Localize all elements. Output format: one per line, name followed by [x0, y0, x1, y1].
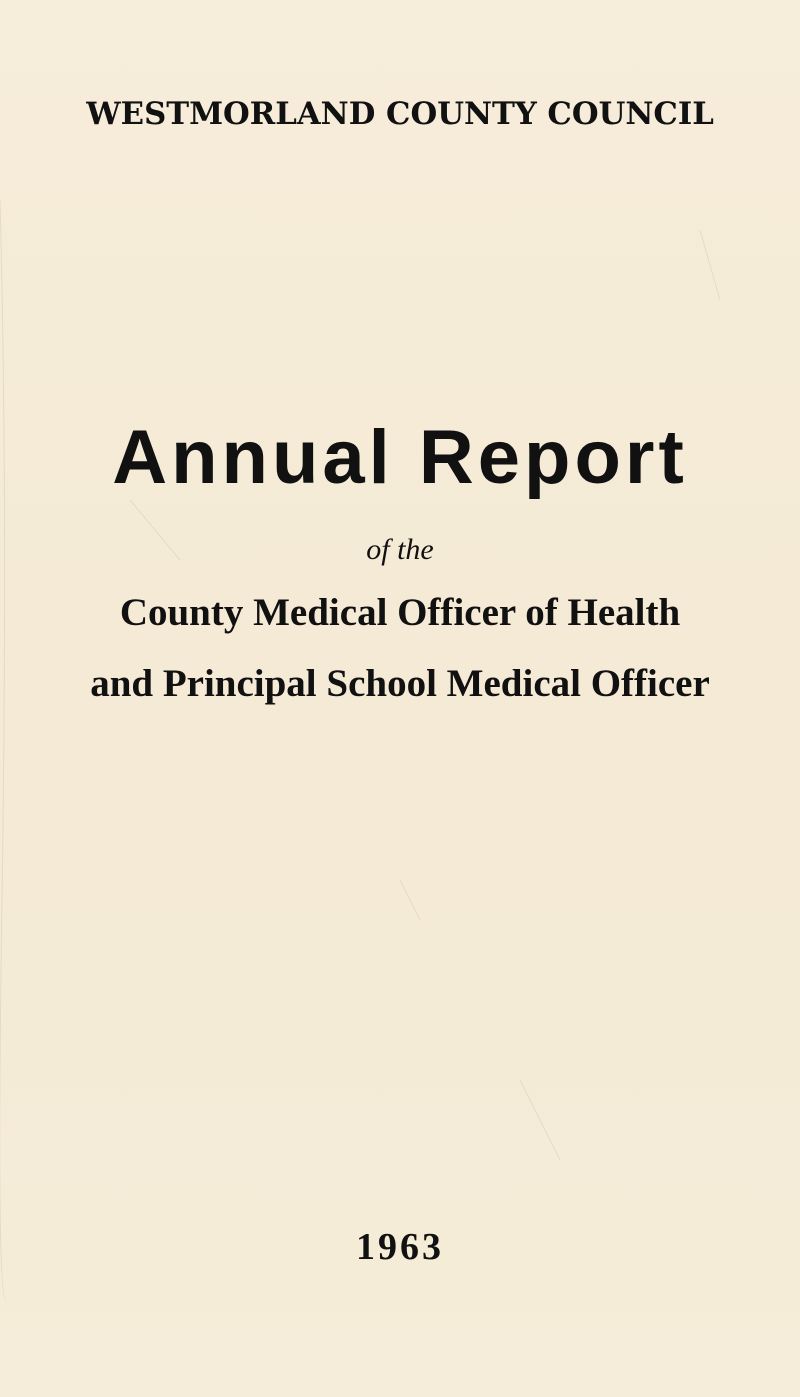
report-year: 1963 — [356, 1226, 444, 1268]
council-name: WESTMORLAND COUNTY COUNCIL — [86, 96, 714, 132]
report-title: Annual Report — [112, 415, 688, 500]
officer-title-line-2: and Principal School Medical Officer — [90, 662, 710, 705]
officer-title-line-1: County Medical Officer of Health — [119, 591, 681, 634]
of-the-text: of the — [366, 533, 434, 566]
